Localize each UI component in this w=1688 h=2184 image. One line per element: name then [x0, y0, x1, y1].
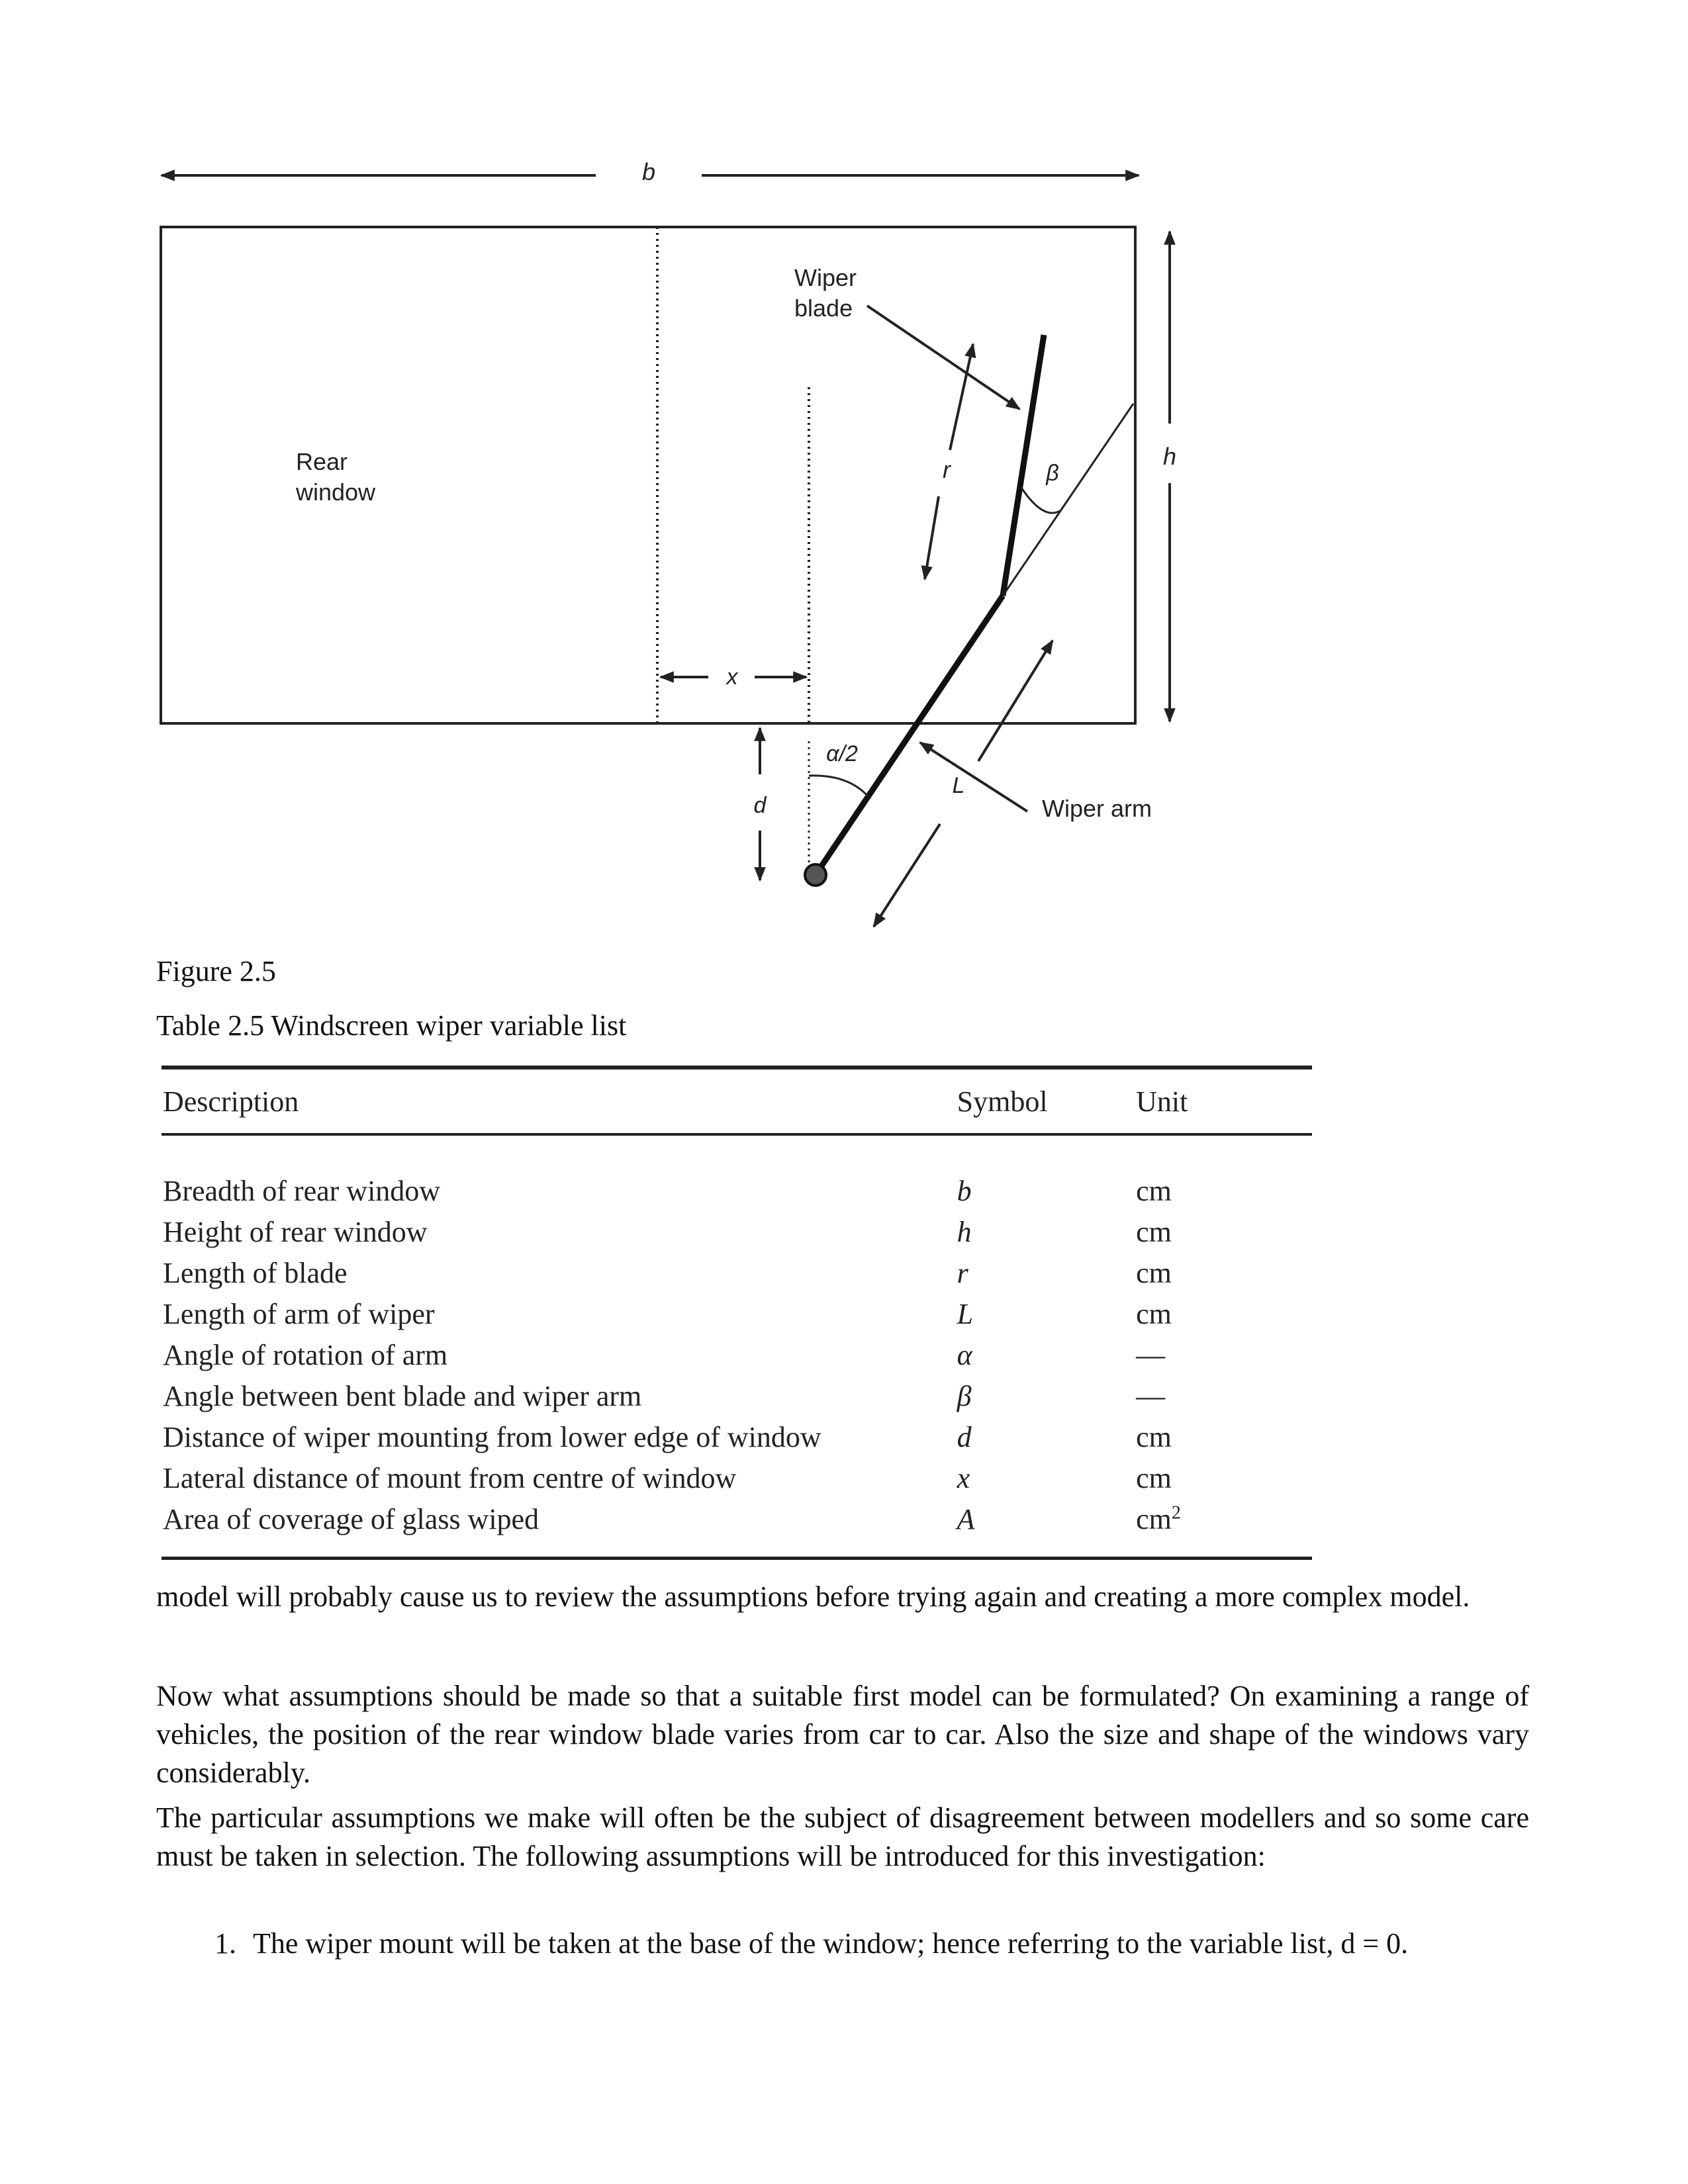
table-row — [162, 1416, 1312, 1457]
r-label: r — [943, 456, 951, 483]
table-row — [162, 1457, 1312, 1498]
cell-description: Length of blade — [163, 1256, 348, 1289]
variable-table — [162, 1066, 1312, 1560]
wiper-arm-label: Wiper arm — [1042, 795, 1152, 822]
cell-description: Area of coverage of glass wiped — [163, 1502, 539, 1535]
h-label: h — [1162, 443, 1177, 470]
body-paragraph-3: The particular assumptions we make will often be the subject of disagreement between modellers and so some care must be taken in selection. The following assumptions will be introduced for this investigation: — [156, 1801, 1529, 1872]
cell-unit: cm — [1136, 1420, 1172, 1453]
wiper-arm-pointer — [920, 743, 1027, 811]
cell-unit: cm — [1136, 1215, 1172, 1248]
cell-symbol: r — [957, 1256, 968, 1289]
table-row — [162, 1334, 1312, 1375]
cell-unit: cm — [1136, 1256, 1172, 1289]
wiper-arm — [816, 596, 1003, 875]
cell-symbol: A — [957, 1502, 975, 1535]
cell-description: Height of rear window — [163, 1215, 428, 1248]
beta-angle-arc — [1021, 488, 1060, 513]
cell-unit: cm — [1136, 1174, 1172, 1207]
wiper-blade-label-line2: blade — [794, 295, 853, 322]
arm-extension-line — [1003, 404, 1133, 596]
cell-description: Distance of wiper mounting from lower edge of window — [163, 1420, 821, 1453]
table-row — [162, 1375, 1312, 1416]
cell-symbol: d — [957, 1420, 972, 1453]
table-header-row — [162, 1068, 1312, 1134]
header-symbol: Symbol — [957, 1085, 1048, 1118]
header-description: Description — [163, 1085, 299, 1118]
table-row — [162, 1134, 1312, 1211]
figure-caption: Figure 2.5 — [156, 955, 276, 987]
list-item — [156, 1925, 1529, 1963]
table-row — [162, 1252, 1312, 1293]
cell-unit-base: cm — [1136, 1502, 1172, 1535]
cell-unit: cm — [1136, 1461, 1172, 1494]
rear-window-outline — [161, 227, 1135, 723]
assumption-list — [156, 1925, 1529, 1963]
L-dimension-up-arrow — [978, 641, 1053, 761]
r-dimension-down-arrow — [925, 496, 939, 579]
wiper-blade-pointer — [867, 306, 1019, 409]
b-label: b — [641, 158, 656, 185]
list-item-text: The wiper mount will be taken at the base of the window; hence referring to the variable list, d = 0. — [253, 1927, 1409, 1960]
cell-description: Lateral distance of mount from centre of window — [163, 1461, 737, 1494]
table-row — [162, 1498, 1312, 1559]
cell-symbol: α — [957, 1338, 972, 1371]
wiper-blade — [1003, 335, 1044, 596]
L-label: L — [952, 773, 965, 798]
r-dimension-up-arrow — [950, 344, 973, 450]
wiper-mount-pivot — [805, 864, 826, 886]
alpha-half-angle-arc — [809, 776, 868, 797]
table-row — [162, 1293, 1312, 1334]
d-label: d — [753, 793, 767, 818]
table-row — [162, 1211, 1312, 1252]
wiper-blade-label-line1: Wiper — [794, 264, 857, 291]
beta-label: β — [1046, 461, 1059, 486]
cell-unit: — — [1136, 1338, 1166, 1371]
cell-description: Angle between bent blade and wiper arm — [163, 1379, 642, 1412]
cell-unit-superscript: 2 — [1171, 1502, 1181, 1523]
cell-description: Length of arm of wiper — [163, 1297, 435, 1330]
rear-window-label-line1: Rear — [296, 448, 348, 475]
body-paragraph-1: model will probably cause us to review the assumptions before trying again and creating a more complex model. — [156, 1580, 1470, 1613]
table-caption: Table 2.5 Windscreen wiper variable list — [156, 1009, 627, 1042]
cell-description: Breadth of rear window — [163, 1174, 441, 1207]
wiper-diagram — [0, 0, 1688, 940]
cell-symbol: L — [957, 1297, 974, 1330]
alpha-half-label: α/2 — [826, 741, 858, 766]
cell-unit — [1135, 1498, 1312, 1559]
body-paragraph-2: Now what assumptions should be made so that a suitable first model can be formulated? On examining a range of vehicles, the position of the rear window blade varies from car to car. Also the size and shape of the windows vary considerably. — [156, 1680, 1529, 1789]
cell-symbol: x — [957, 1461, 970, 1494]
cell-unit: cm — [1136, 1297, 1172, 1330]
cell-symbol: b — [957, 1174, 972, 1207]
list-item-number: 1. — [214, 1927, 236, 1960]
cell-unit: — — [1136, 1379, 1166, 1412]
cell-symbol: h — [957, 1215, 972, 1248]
cell-description: Angle of rotation of arm — [163, 1338, 448, 1371]
x-label: x — [726, 664, 738, 690]
rear-window-label-line2: window — [296, 478, 376, 506]
L-dimension-down-arrow — [874, 824, 940, 927]
cell-symbol: β — [957, 1379, 972, 1412]
header-unit: Unit — [1136, 1085, 1188, 1118]
